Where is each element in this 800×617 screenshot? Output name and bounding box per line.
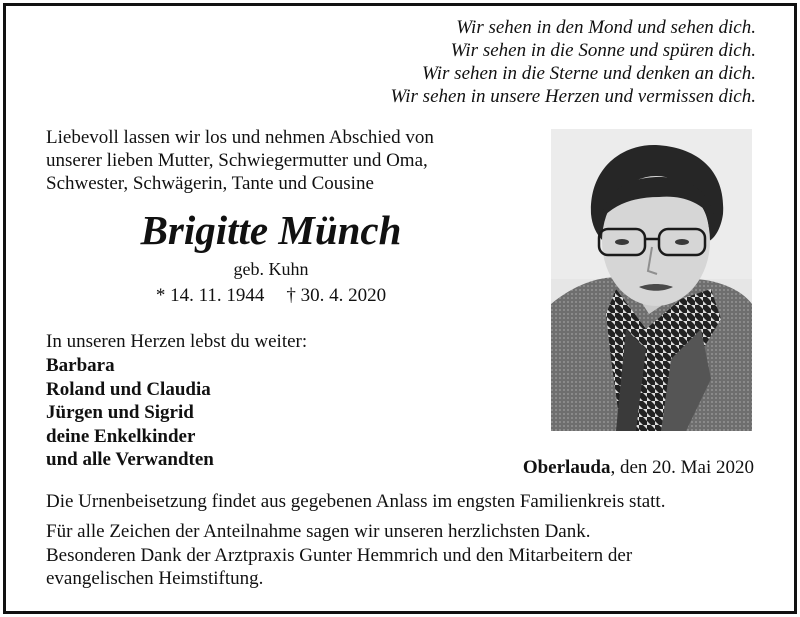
place-date bbox=[523, 456, 754, 480]
poem-line: Wir sehen in die Sonne und spüren dich. bbox=[450, 40, 756, 61]
life-dates bbox=[46, 284, 496, 308]
poem-line: Wir sehen in den Mond und sehen dich. bbox=[456, 17, 756, 38]
intro-line: Schwester, Schwägerin, Tante und Cousine bbox=[46, 173, 374, 194]
thanks-line: Besonderen Dank der Arztpraxis Gunter Hemmrich und den Mitarbeitern der bbox=[46, 544, 633, 566]
mourner: Roland und Claudia bbox=[46, 378, 211, 400]
mourner: deine Enkelkinder bbox=[46, 425, 196, 447]
deceased-name: Brigitte Münch bbox=[140, 207, 402, 253]
mourner: und alle Verwandten bbox=[46, 449, 214, 471]
mourner: Jürgen und Sigrid bbox=[46, 402, 194, 424]
poem bbox=[390, 16, 756, 108]
intro-line: Liebevoll lassen wir los und nehmen Abschied von bbox=[46, 127, 434, 148]
death-date: † 30. 4. 2020 bbox=[286, 285, 387, 306]
portrait-photo bbox=[551, 129, 752, 431]
birth-date: * 14. 11. 1944 bbox=[155, 285, 265, 306]
birth-name: geb. Kuhn bbox=[233, 259, 309, 279]
mourner: Barbara bbox=[46, 355, 115, 376]
mourners-list bbox=[46, 354, 214, 472]
poem-line: Wir sehen in unsere Herzen und vermissen dich. bbox=[390, 86, 756, 107]
thanks-line: evangelischen Heimstiftung. bbox=[46, 568, 264, 589]
intro-text bbox=[46, 126, 434, 195]
mourners-label: In unseren Herzen lebst du weiter: bbox=[46, 331, 308, 352]
thanks-line: Für alle Zeichen der Anteilnahme sagen wir unseren herzlichsten Dank. bbox=[46, 521, 591, 542]
thanks-text bbox=[46, 520, 632, 591]
portrait-image bbox=[551, 129, 752, 431]
place-date-text: , den 20. Mai 2020 bbox=[610, 457, 754, 478]
intro-line: unserer lieben Mutter, Schwiegermutter und Oma, bbox=[46, 150, 428, 171]
burial-notice: Die Urnenbeisetzung findet aus gegebenen Anlass im engsten Familienkreis statt. bbox=[46, 491, 666, 512]
place-town: Oberlauda bbox=[522, 457, 611, 478]
poem-line: Wir sehen in die Sterne und denken an dich. bbox=[421, 63, 756, 84]
